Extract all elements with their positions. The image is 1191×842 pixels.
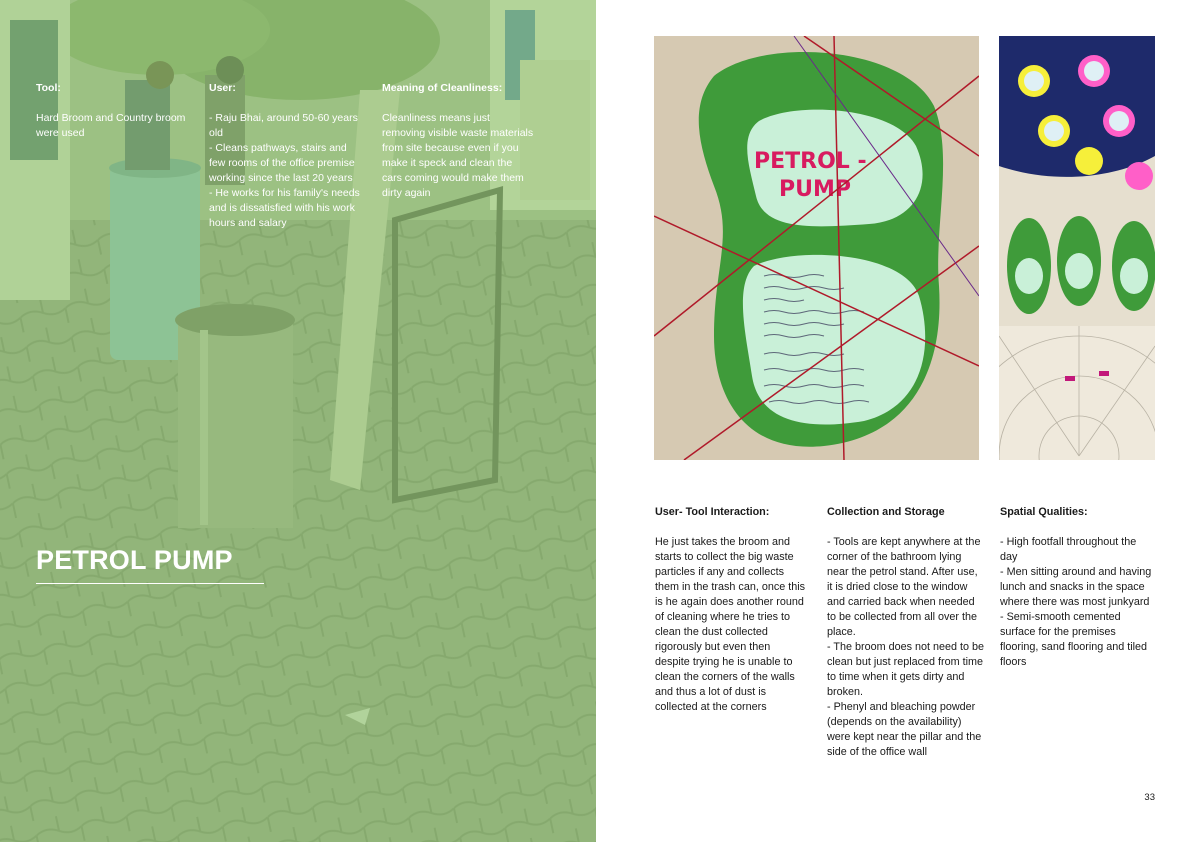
journey-map-card-photo [654,36,979,460]
interaction-body: He just takes the broom and starts to collect the big waste particles if any and collects them in the trash can, once this is he again does another round of cleaning where he tries to clean the dust collected rigorously but even then despite trying he is unable to clean the corners of the walls and thus a lot of dust is collected at the corners [655,536,806,713]
meaning-heading: Meaning of Cleanliness: [382,82,503,94]
user-heading: User: [209,82,236,94]
card-title-line1: PETROL - [754,149,867,174]
spatial-heading: Spatial Qualities: [1000,506,1088,518]
collection-heading: Collection and Storage [827,506,945,518]
wall-board-photo [999,36,1155,460]
meaning-body: Cleanliness means just removing visible waste materials from site because even if you make it speck and clean the cars coming would make them dirty again [382,112,534,199]
collection-body: - Tools are kept anywhere at the corner of the bathroom lying near the petrol stand. After use, it is dried close to the window and carried back when needed to be collected from all over the place. - The broom does not need to be clean but just replaced from time to time when it gets dirty and broken. - Phenyl and bleaching powder (depends on the availability) were kept near the pillar and the side of the office wall [827,536,985,758]
interaction-column [655,505,807,715]
spatial-column [1000,505,1155,670]
tool-body: Hard Broom and Country broom were used [36,112,186,139]
user-column [209,81,361,231]
user-body: - Raju Bhai, around 50-60 years old - Cleans pathways, stairs and few rooms of the office premise working since the last 20 years - He works for his family's needs and is dissatisfied with his work hours and salary [209,112,360,229]
interaction-heading: User- Tool Interaction: [655,506,770,518]
card-title-line2: PUMP [779,177,852,202]
title-underline [36,583,264,584]
tool-column [36,81,186,141]
spatial-body: - High footfall throughout the day - Men sitting around and having lunch and snacks in the space where there was most junkyard - Semi-smooth cemented surface for the premises flooring, sand flooring and tiled floors [1000,536,1152,668]
page-number: 33 [1144,792,1155,803]
meaning-column [382,81,534,201]
page-title: PETROL PUMP [36,545,233,575]
collection-column [827,505,985,760]
tool-heading: Tool: [36,82,61,94]
